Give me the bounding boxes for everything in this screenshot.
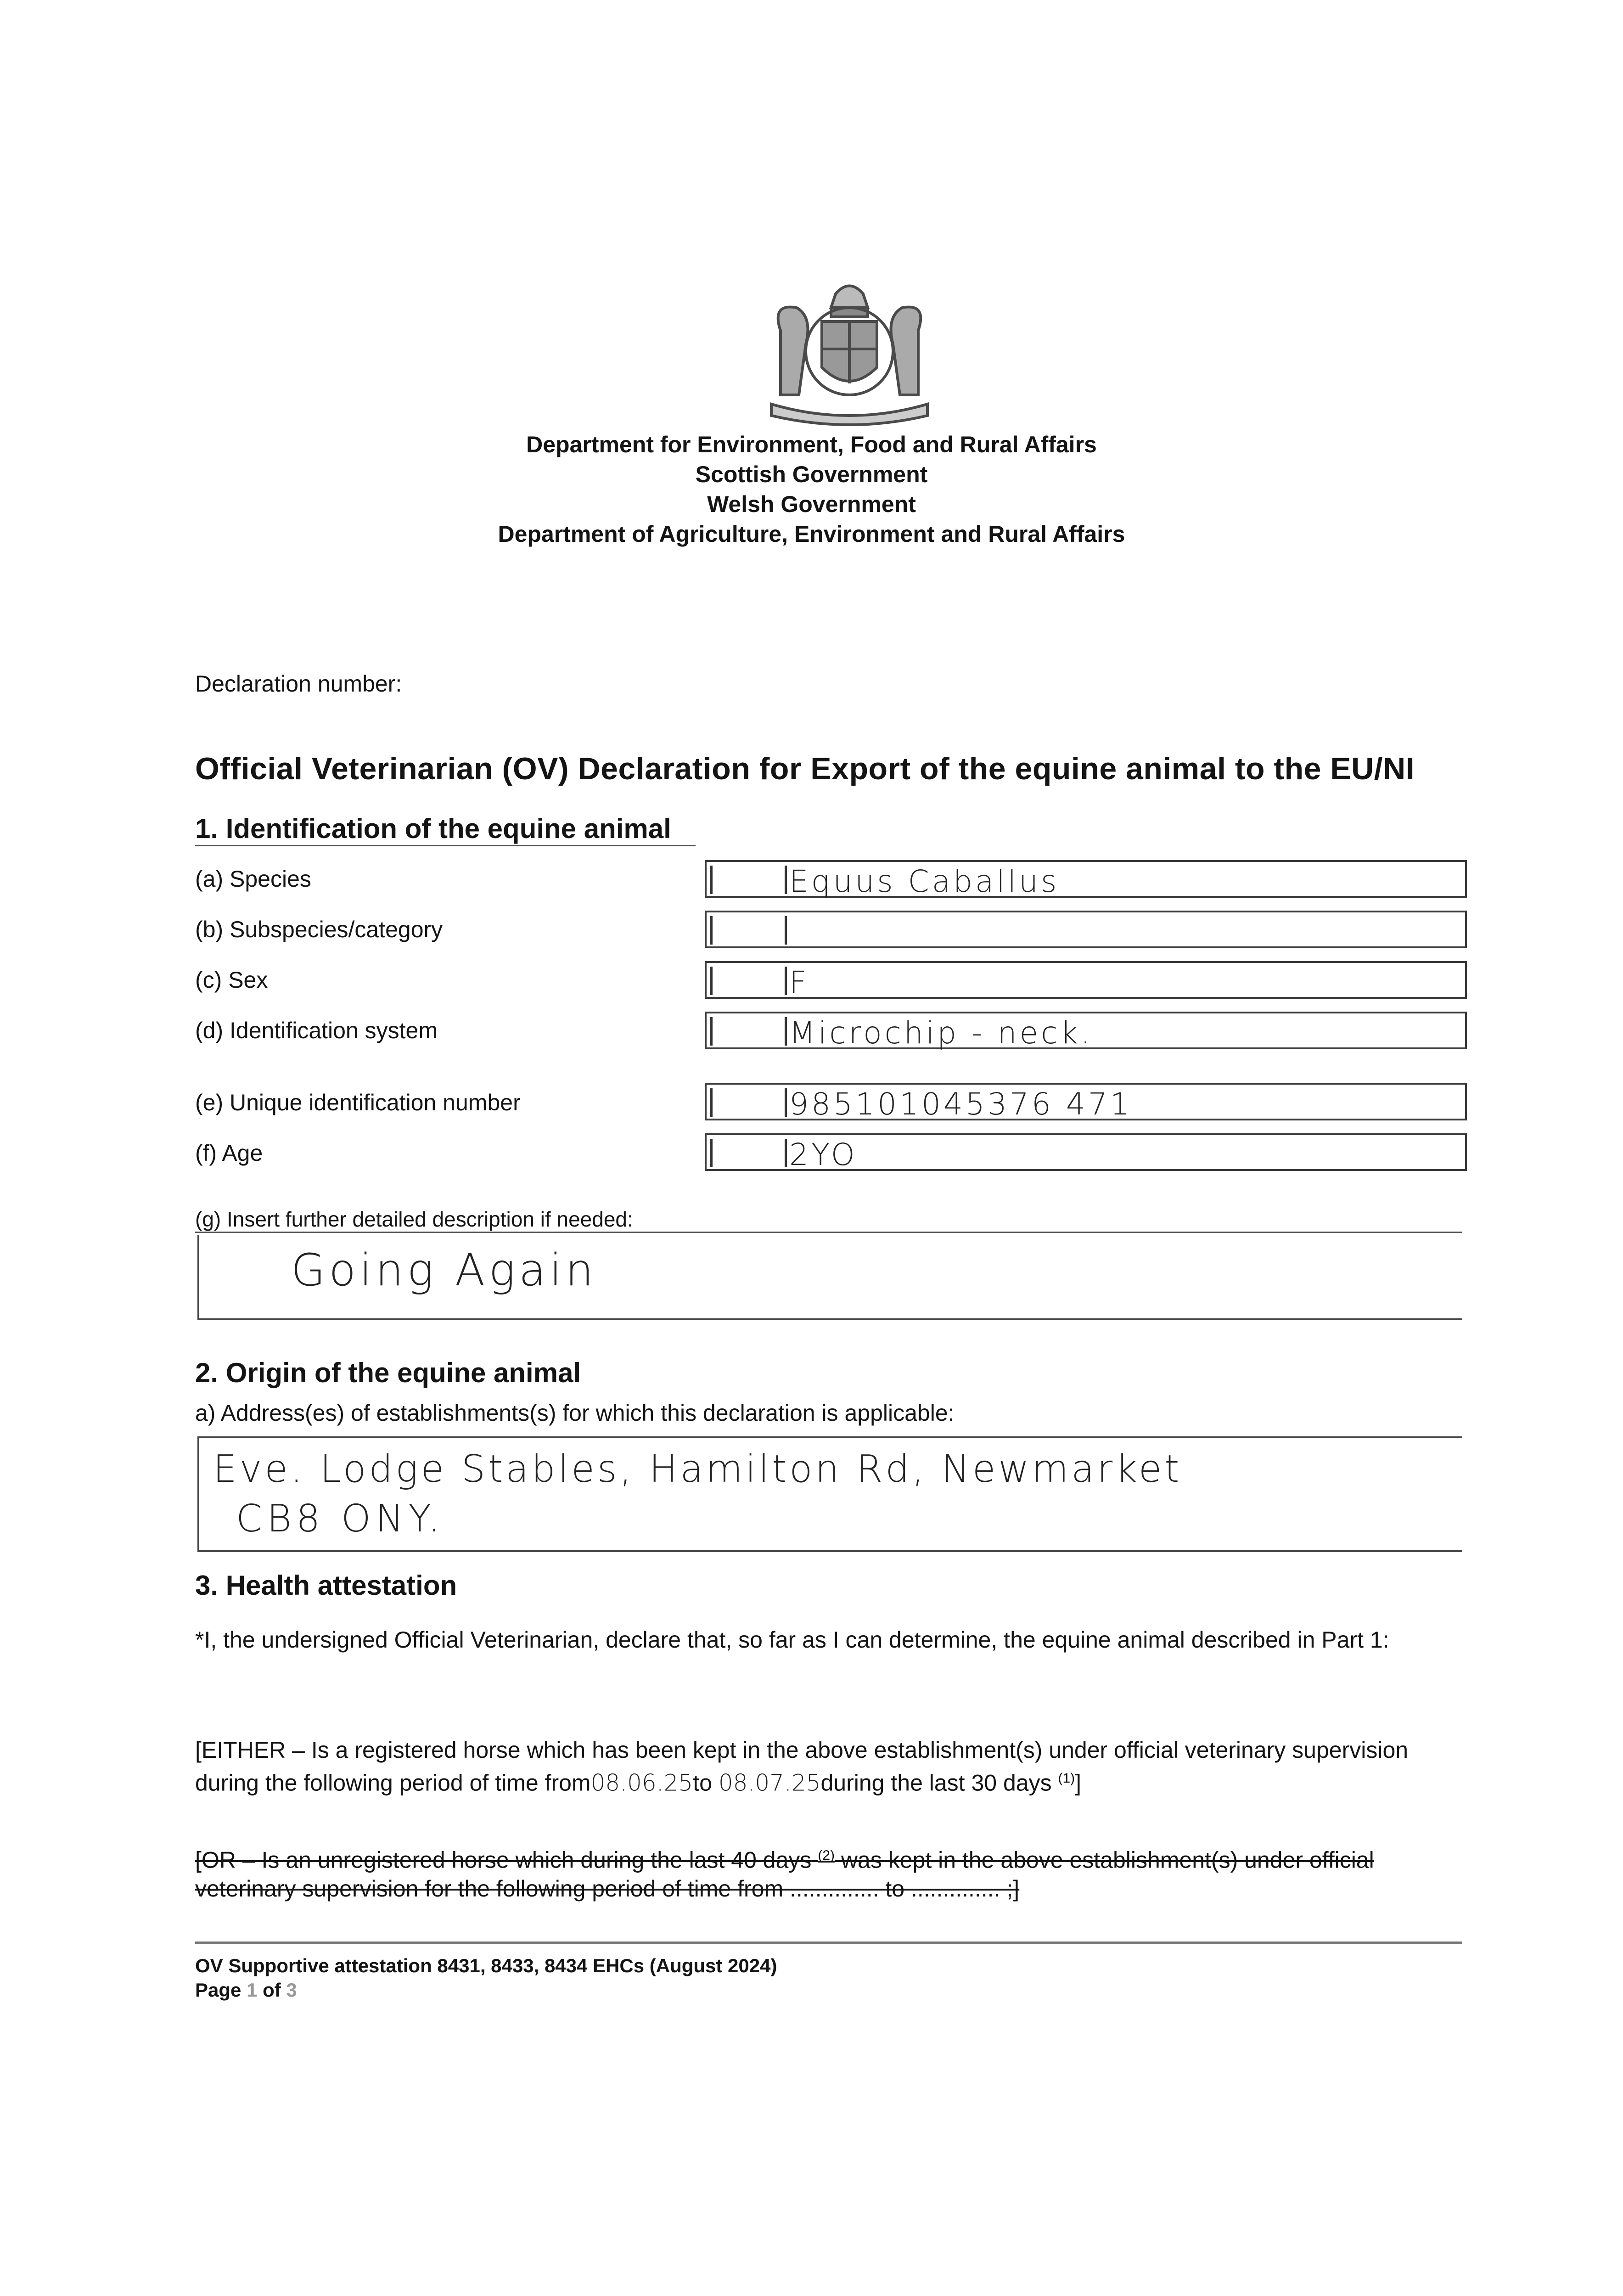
identification-system-field[interactable] bbox=[705, 1012, 1467, 1049]
page-number bbox=[195, 1978, 297, 2002]
address-box[interactable] bbox=[197, 1436, 1462, 1552]
field-label-species: (a) Species bbox=[195, 866, 311, 892]
sex-value: F bbox=[789, 965, 809, 1000]
age-value: 2YO bbox=[789, 1137, 858, 1172]
field-label-subspecies: (b) Subspecies/category bbox=[195, 917, 443, 942]
subspecies-field[interactable] bbox=[705, 911, 1467, 948]
field-marker bbox=[785, 1088, 787, 1117]
section-2-heading: 2. Origin of the equine animal bbox=[195, 1357, 581, 1388]
further-description-label: (g) Insert further detailed description if needed: bbox=[195, 1207, 633, 1231]
or-clause bbox=[195, 1841, 1462, 1903]
divider bbox=[195, 845, 696, 846]
either-clause bbox=[195, 1736, 1462, 1797]
field-marker bbox=[710, 1088, 713, 1117]
address-label: a) Address(es) of establishments(s) for which this declaration is applicable: bbox=[195, 1400, 955, 1426]
field-label-sex: (c) Sex bbox=[195, 967, 268, 993]
footer-reference: OV Supportive attestation 8431, 8433, 8434 EHCs (August 2024) bbox=[195, 1955, 777, 1976]
either-from-date: 08.06.25 bbox=[590, 1769, 693, 1796]
sex-field[interactable] bbox=[705, 961, 1467, 999]
field-marker bbox=[710, 967, 713, 995]
field-marker bbox=[785, 1139, 787, 1167]
field-label-identification-system: (d) Identification system bbox=[195, 1018, 438, 1043]
field-marker bbox=[785, 967, 787, 995]
either-to-word: to bbox=[693, 1770, 712, 1796]
declaration-number-label: Declaration number: bbox=[195, 671, 402, 697]
identification-system-value: Microchip - neck. bbox=[789, 1015, 1093, 1051]
field-marker bbox=[785, 866, 787, 894]
footnote-ref: (1) bbox=[1058, 1771, 1075, 1786]
page-prefix: Page bbox=[195, 1979, 241, 2001]
either-close: ] bbox=[1075, 1770, 1082, 1796]
field-marker bbox=[710, 1139, 713, 1167]
species-value: Equus Caballus bbox=[789, 864, 1060, 899]
health-attestation-intro: *I, the undersigned Official Veterinarian, declare that, so far as I can determine, the equine animal described in Part 1: bbox=[195, 1627, 1389, 1653]
field-label-unique-id: (e) Unique identification number bbox=[195, 1090, 521, 1115]
field-marker bbox=[710, 1017, 713, 1046]
page-current: 1 bbox=[247, 1979, 258, 2001]
or-clause-text: [OR – Is an unregistered horse which during the last 40 days bbox=[195, 1847, 812, 1873]
field-marker bbox=[785, 1017, 787, 1046]
unique-id-value: 985101045376 471 bbox=[789, 1086, 1132, 1122]
further-description-value: Going Again bbox=[291, 1244, 597, 1296]
species-field[interactable] bbox=[705, 860, 1467, 898]
royal-coat-of-arms-icon bbox=[753, 276, 946, 427]
or-clause-text-2: was kept in the above establishment(s) under official veterinary supervision for the following period of time from .............. to .............. ;] bbox=[195, 1847, 1374, 1902]
footer-divider bbox=[195, 1941, 1462, 1944]
page-total: 3 bbox=[286, 1979, 297, 2001]
department-name: Department for Environment, Food and Rural Affairs bbox=[526, 432, 1097, 457]
department-name: Department of Agriculture, Environment and Rural Affairs bbox=[498, 521, 1125, 547]
section-3-heading: 3. Health attestation bbox=[195, 1570, 457, 1601]
age-field[interactable] bbox=[705, 1133, 1467, 1171]
footnote-ref: (2) bbox=[818, 1848, 835, 1863]
either-period-text: during the last 30 days bbox=[820, 1770, 1052, 1796]
either-clause-text: [EITHER – Is a registered horse which has been kept in the above establishment(s) under official veterinary supervision during the following period of time from bbox=[195, 1737, 1409, 1796]
address-line-1: Eve. Lodge Stables, Hamilton Rd, Newmarket bbox=[213, 1447, 1182, 1491]
page-title: Official Veterinarian (OV) Declaration for Export of the equine animal to the EU/NI bbox=[195, 751, 1415, 786]
section-1-heading: 1. Identification of the equine animal bbox=[195, 813, 671, 844]
department-name: Welsh Government bbox=[707, 491, 916, 517]
field-marker bbox=[710, 916, 713, 945]
either-to-date: 08.07.25 bbox=[718, 1769, 821, 1796]
further-description-box[interactable] bbox=[197, 1235, 1462, 1320]
field-marker bbox=[710, 866, 713, 894]
field-label-age: (f) Age bbox=[195, 1140, 263, 1166]
address-line-2: CB8 ONY. bbox=[236, 1497, 445, 1541]
field-marker bbox=[785, 916, 787, 945]
divider bbox=[195, 1232, 1462, 1233]
department-name: Scottish Government bbox=[695, 461, 928, 487]
unique-id-field[interactable] bbox=[705, 1083, 1467, 1120]
page-of: of bbox=[263, 1979, 281, 2001]
